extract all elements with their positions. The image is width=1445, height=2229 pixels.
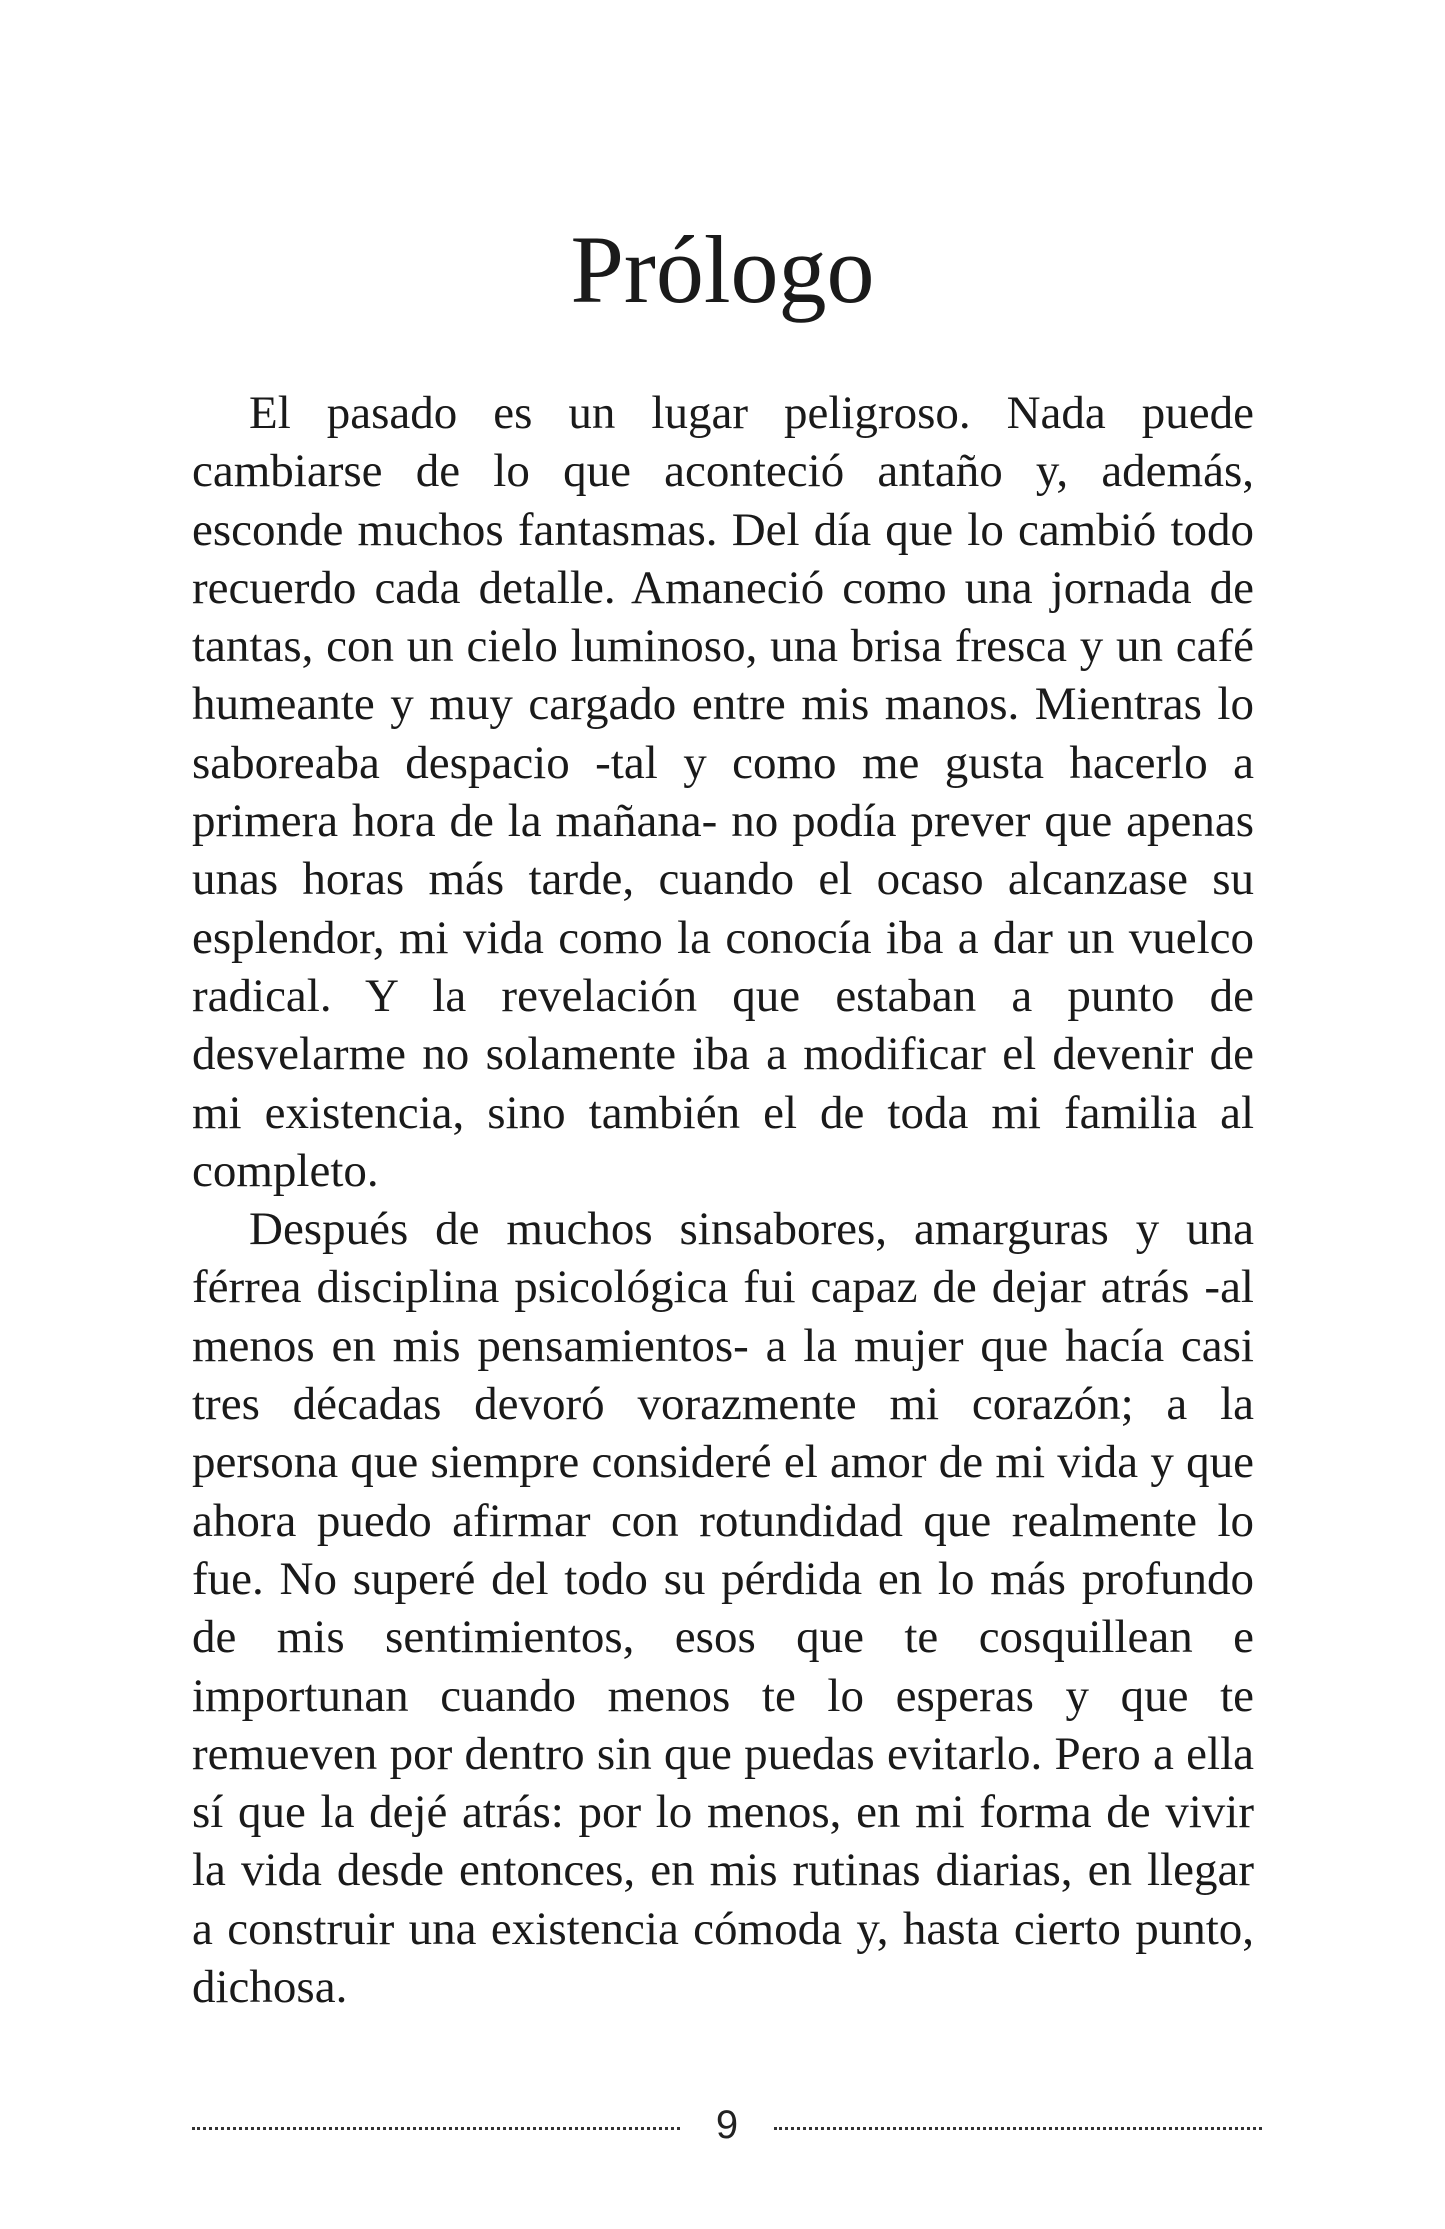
footer-divider-left (192, 2127, 680, 2130)
page-footer (192, 2095, 1262, 2155)
chapter-body (192, 384, 1254, 2016)
page-number: 9 (715, 2103, 739, 2147)
paragraph-1: El pasado es un lugar peligroso. Nada puede cambiarse de lo que aconteció antaño y, además, esconde muchos fantasmas. Del día que lo cambió todo recuerdo cada detalle. Amaneció como una jornada de tantas, con un cielo luminoso, una brisa fresca y un café humeante y muy cargado entre mis manos. Mientras lo saboreaba despacio -tal y como me gusta hacerlo a primera hora de la mañana- no podía prever que apenas unas horas más tarde, cuando el ocaso alcanzase su esplendor, mi vida como la conocía iba a dar un vuelco radical. Y la revelación que estaban a punto de desvelarme no solamente iba a modificar el devenir de mi existencia, sino también el de toda mi familia al completo. (192, 387, 1254, 1197)
paragraph-2: Después de muchos sinsabores, amarguras y una férrea disciplina psicológica fui capaz de dejar atrás -al menos en mis pensamientos- a la mujer que hacía casi tres décadas devoró vorazmente mi corazón; a la persona que siempre consideré el amor de mi vida y que ahora puedo afirmar con rotundidad que realmente lo fue. No superé del todo su pérdida en lo más profundo de mis sentimientos, esos que te cosquillean e importunan cuando menos te lo esperas y que te remueven por dentro sin que puedas evitarlo. Pero a ella sí que la dejé atrás: por lo menos, en mi forma de vivir la vida desde entonces, en mis rutinas diarias, en llegar a construir una existencia cómoda y, hasta cierto punto, dichosa. (192, 1203, 1254, 2014)
footer-divider-right (774, 2127, 1262, 2130)
chapter-title: Prólogo (570, 216, 875, 323)
